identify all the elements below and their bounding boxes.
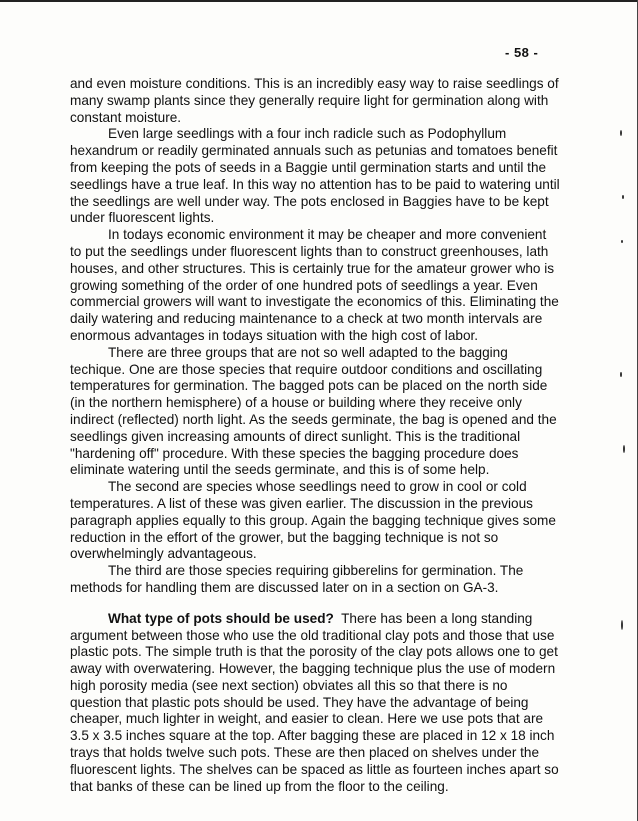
scan-speck: [621, 240, 623, 243]
paragraph-large-seedlings: Even large seedlings with a four inch radicle such as Podophyllum hexandrum or readily germinated annuals such as petunias and tomatoes benefit from keeping the pots of seeds in a Baggie until germination starts and until the seedlings have a true leaf. In this way no attention has to be paid to watering until the seedlings are well under way. The pots enclosed in Baggies have to be kept under fluorescent lights.: [70, 126, 560, 226]
top-border-line: [0, 0, 638, 2]
paragraph-gibberelins: The third are those species requiring gibberelins for germination. The methods for handling them are discussed later on in a section on GA-3.: [70, 563, 524, 595]
paragraph-pot-types: [70, 611, 560, 796]
scan-speck: [623, 445, 625, 453]
section-heading: What type of pots should be used?: [108, 610, 334, 626]
paragraph-economics: In todays economic environment it may be cheaper and more convenient to put the seedlings under fluorescent lights than to construct greenhouses, lath houses, and other structures. This is certainly true for the amateur grower who is growing something of the order of one hundred pots of seedlings a year. Even commercial growers will want to investigate the economics of this. Eliminating the daily watering and reducing maintenance to a check at two month intervals are enormous advantages in todays situation with the high cost of labor.: [70, 227, 559, 343]
body-text: [70, 76, 560, 795]
paragraph-cool-temperatures: The second are species whose seedlings need to grow in cool or cold temperatures. A list of these was given earlier. The discussion in the previous paragraph applies equally to this group. Again the bagging technique gives some reduction in the effort of the grower, but the bagging technique is not so overwhelmingly advantageous.: [70, 479, 556, 562]
scan-speck: [622, 195, 624, 199]
page-number: - 58 -: [505, 45, 539, 60]
paragraph-three-groups: There are three groups that are not so well adapted to the bagging techique. One are those species that require outdoor conditions and oscillating temperatures for germination. The bagged pots can be placed on the north side (in the northern hemisphere) of a house or building where they receive only indirect (reflected) north light. As the seeds germinate, the bag is opened and the seedlings given increasing amounts of direct sunlight. This is the traditional "hardening off" procedure. With these species the bagging procedure does eliminate watering until the seeds germinate, and this is of some help.: [70, 344, 557, 478]
scan-speck: [621, 620, 623, 630]
section-text: There has been a long standing argument between those who use the old traditional clay pots and those that use plastic pots. The simple truth is that the porosity of the clay pots allows one to get away with overwatering. However, the bagging technique plus the use of modern high porosity media (see next section) obviates all this so that there is no question that plastic pots should be used. They have the advantage of being cheaper, much lighter in weight, and easier to clean. Here we use pots that are 3.5 x 3.5 inches square at the top. After bagging these are placed in 12 x 18 inch trays that holds twelve such pots. These are then placed on shelves under the fluorescent lights. The shelves can be spaced as little as fourteen inches apart so that banks of these can be lined up from the floor to the ceiling.: [70, 610, 559, 794]
paragraph-continuation: and even moisture conditions. This is an incredibly easy way to raise seedlings of many swamp plants since they generally require light for germination along with constant moisture.: [70, 76, 559, 125]
scan-speck: [620, 372, 622, 377]
scan-speck: [620, 130, 622, 136]
